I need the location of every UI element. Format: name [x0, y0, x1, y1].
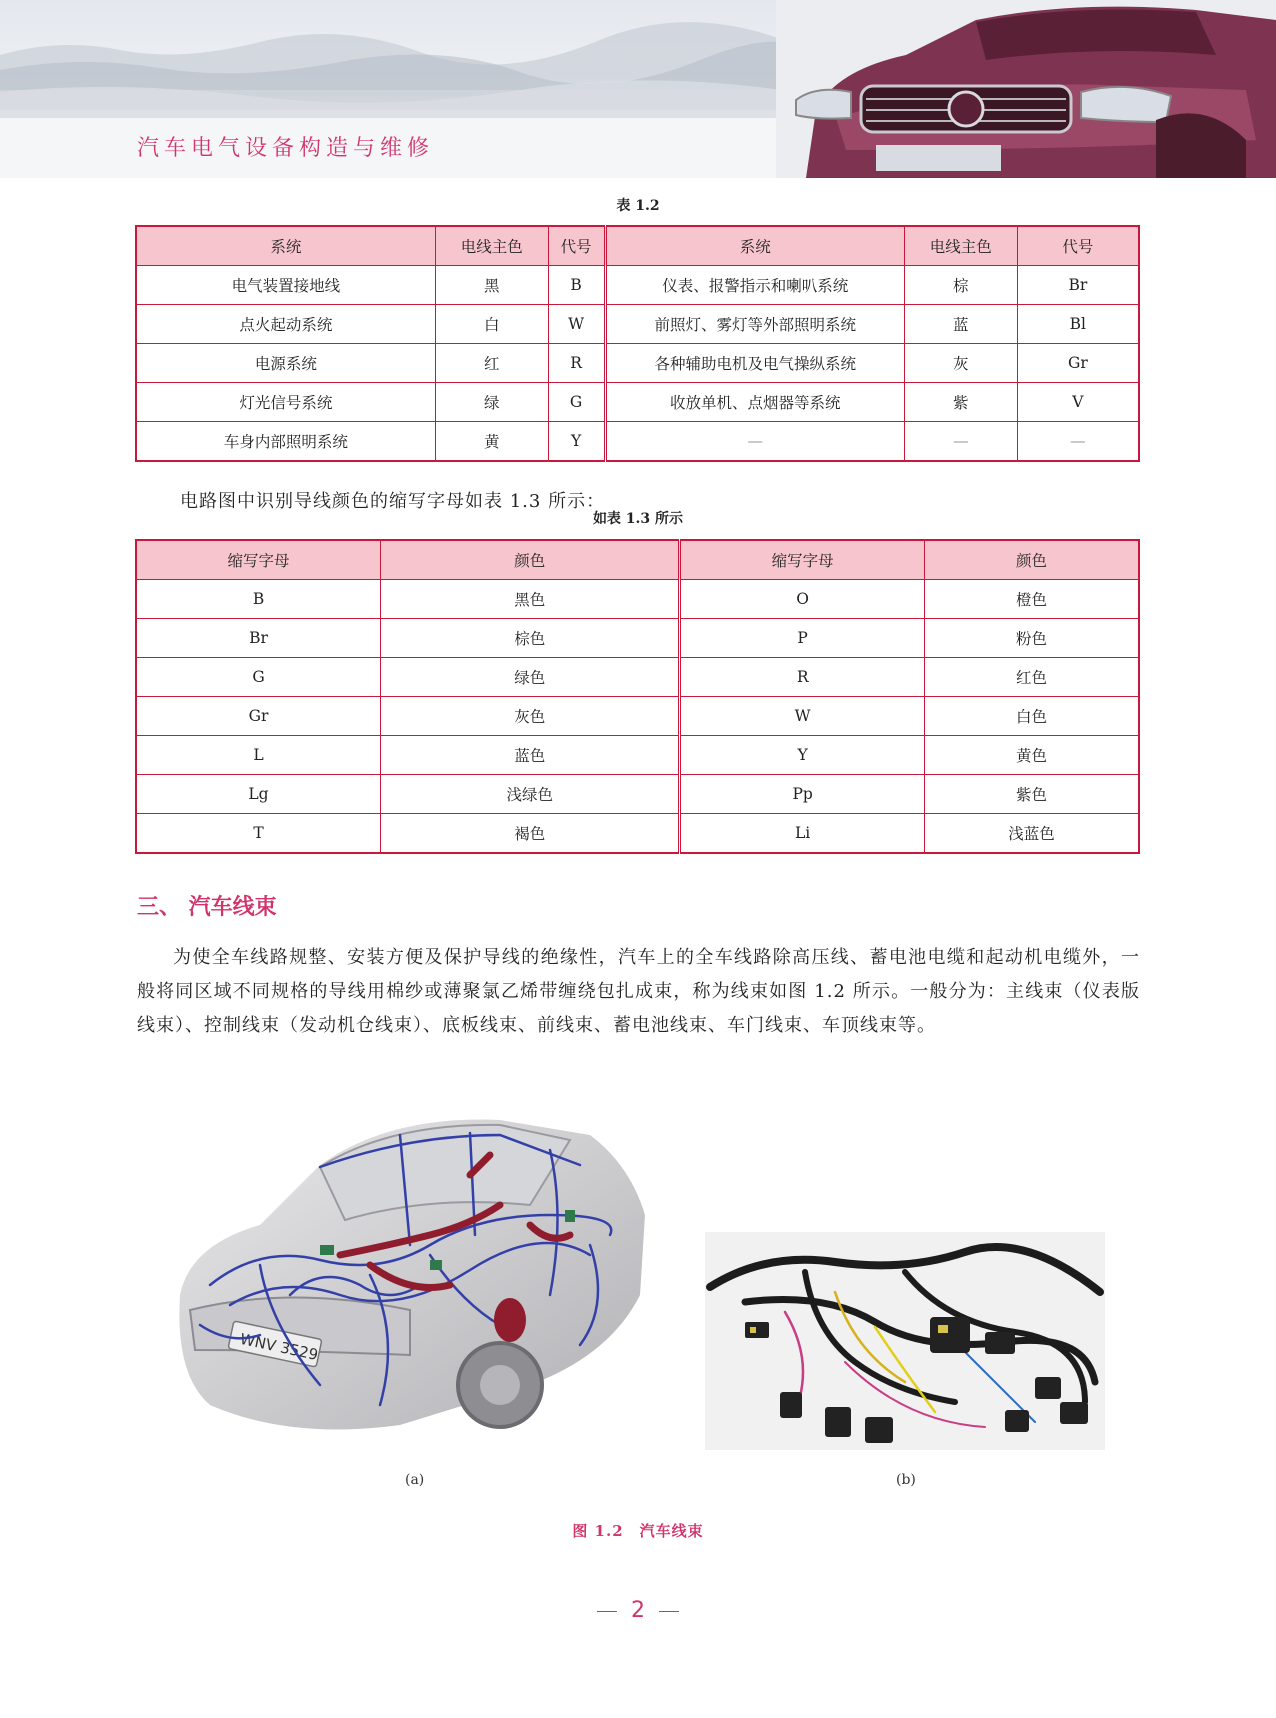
table-cell: 红: [435, 344, 548, 383]
header-cell: 电线主色: [904, 226, 1017, 266]
table-cell: 粉色: [924, 619, 1139, 658]
table-cell: 车身内部照明系统: [136, 422, 435, 462]
car-front-image: [776, 0, 1276, 178]
wiring-harness-photo: [705, 1232, 1105, 1450]
table-cell: 灰色: [381, 697, 680, 736]
table-cell: Gr: [136, 697, 381, 736]
table-row: [136, 658, 1139, 697]
table-cell: 灰: [904, 344, 1017, 383]
table-cell: G: [548, 383, 605, 422]
table-row: [136, 344, 1139, 383]
header-cell: 缩写字母: [680, 540, 925, 580]
table-cell: Lg: [136, 775, 381, 814]
table-cell: O: [680, 580, 925, 619]
table-cell: W: [548, 305, 605, 344]
header-cell: 代号: [1017, 226, 1139, 266]
table-cell: W: [680, 697, 925, 736]
table-cell: V: [1017, 383, 1139, 422]
table-cell: 橙色: [924, 580, 1139, 619]
table-cell: 绿色: [381, 658, 680, 697]
section-title: 三、 汽车线束: [137, 895, 277, 920]
table-cell: Br: [1017, 266, 1139, 305]
table-row: [136, 305, 1139, 344]
table-cell: Pp: [680, 775, 925, 814]
table-cell: P: [680, 619, 925, 658]
table-cell: L: [136, 736, 381, 775]
book-title: 汽车电气设备构造与维修: [137, 136, 435, 161]
table-cell: 黄: [435, 422, 548, 462]
color-abbreviation-table: [135, 539, 1140, 854]
table-cell: 白: [435, 305, 548, 344]
header-cell: 缩写字母: [136, 540, 381, 580]
page-number-value: 2: [631, 1598, 645, 1623]
table-row: [136, 697, 1139, 736]
table-cell: 蓝: [904, 305, 1017, 344]
table-cell: Y: [548, 422, 605, 462]
table-cell: B: [548, 266, 605, 305]
page-number: [0, 1598, 1276, 1623]
table-cell: 黑色: [381, 580, 680, 619]
table-cell: 电气装置接地线: [136, 266, 435, 305]
page-number-dash-left: [597, 1611, 617, 1612]
table-cell: B: [136, 580, 381, 619]
header-cell: 系统: [605, 226, 904, 266]
table-header-row: [136, 226, 1139, 266]
figure-caption: 图 1.2 汽车线束: [572, 1522, 704, 1540]
header-cell: 颜色: [381, 540, 680, 580]
table-cell: Bl: [1017, 305, 1139, 344]
table-cell: 灯光信号系统: [136, 383, 435, 422]
table-cell: 蓝色: [381, 736, 680, 775]
table-cell: 紫色: [924, 775, 1139, 814]
table-row: [136, 814, 1139, 854]
table-cell: —: [1017, 422, 1139, 462]
license-plate-text: WNV 3529: [238, 1329, 320, 1364]
table-cell: 红色: [924, 658, 1139, 697]
table-cell: 绿: [435, 383, 548, 422]
table-cell: 各种辅助电机及电气操纵系统: [605, 344, 904, 383]
table-row: [136, 266, 1139, 305]
table-cell: 仪表、报警指示和喇叭系统: [605, 266, 904, 305]
table-cell: Gr: [1017, 344, 1139, 383]
table-cell: 棕色: [381, 619, 680, 658]
page-header: [0, 0, 1276, 178]
subfigure-a-label: (a): [405, 1472, 425, 1488]
page-number-dash-right: [659, 1611, 679, 1612]
table-cell: 收放单机、点烟器等系统: [605, 383, 904, 422]
table-row: [136, 619, 1139, 658]
table-row: [136, 580, 1139, 619]
table-cell: G: [136, 658, 381, 697]
table-cell: 褐色: [381, 814, 680, 854]
table-row: [136, 383, 1139, 422]
table-cell: 浅绿色: [381, 775, 680, 814]
table-1-2-caption: 表 1.2: [616, 198, 660, 214]
header-cell: 颜色: [924, 540, 1139, 580]
table-cell: Li: [680, 814, 925, 854]
intro-paragraph: 电路图中识别导线颜色的缩写字母如表 1.3 所示：: [180, 491, 606, 512]
table-header-row: [136, 540, 1139, 580]
header-cell: 电线主色: [435, 226, 548, 266]
table-cell: 点火起动系统: [136, 305, 435, 344]
section-paragraph: 为使全车线路规整、安装方便及保护导线的绝缘性，汽车上的全车线路除高压线、蓄电池电缆和起动机电缆外，一般将同区域不同规格的导线用棉纱或薄聚氯乙烯带缠绕包扎成束，称为线束如图 1.2 所示。一般分为：主线束（仪表版线束）、控制线束（发动机仓线束）、底板线束、前线束、蓄电池线束、车门线束、车顶线束等。: [137, 947, 1140, 1036]
table-cell: —: [605, 422, 904, 462]
table-cell: R: [680, 658, 925, 697]
header-cell: 代号: [548, 226, 605, 266]
table-cell: Y: [680, 736, 925, 775]
table-1-3-caption: 如表 1.3 所示: [592, 511, 684, 527]
table-cell: 紫: [904, 383, 1017, 422]
table-cell: T: [136, 814, 381, 854]
table-cell: Br: [136, 619, 381, 658]
table-row: [136, 775, 1139, 814]
table-cell: 前照灯、雾灯等外部照明系统: [605, 305, 904, 344]
header-cell: 系统: [136, 226, 435, 266]
car-wiring-harness-image: [170, 1095, 660, 1445]
table-cell: 白色: [924, 697, 1139, 736]
wire-color-system-table: [135, 225, 1140, 462]
table-cell: 电源系统: [136, 344, 435, 383]
table-row: [136, 422, 1139, 462]
table-cell: —: [904, 422, 1017, 462]
table-row: [136, 736, 1139, 775]
table-cell: 浅蓝色: [924, 814, 1139, 854]
table-cell: 黑: [435, 266, 548, 305]
table-cell: 黄色: [924, 736, 1139, 775]
table-cell: R: [548, 344, 605, 383]
subfigure-b-label: (b): [896, 1472, 916, 1488]
table-cell: 棕: [904, 266, 1017, 305]
